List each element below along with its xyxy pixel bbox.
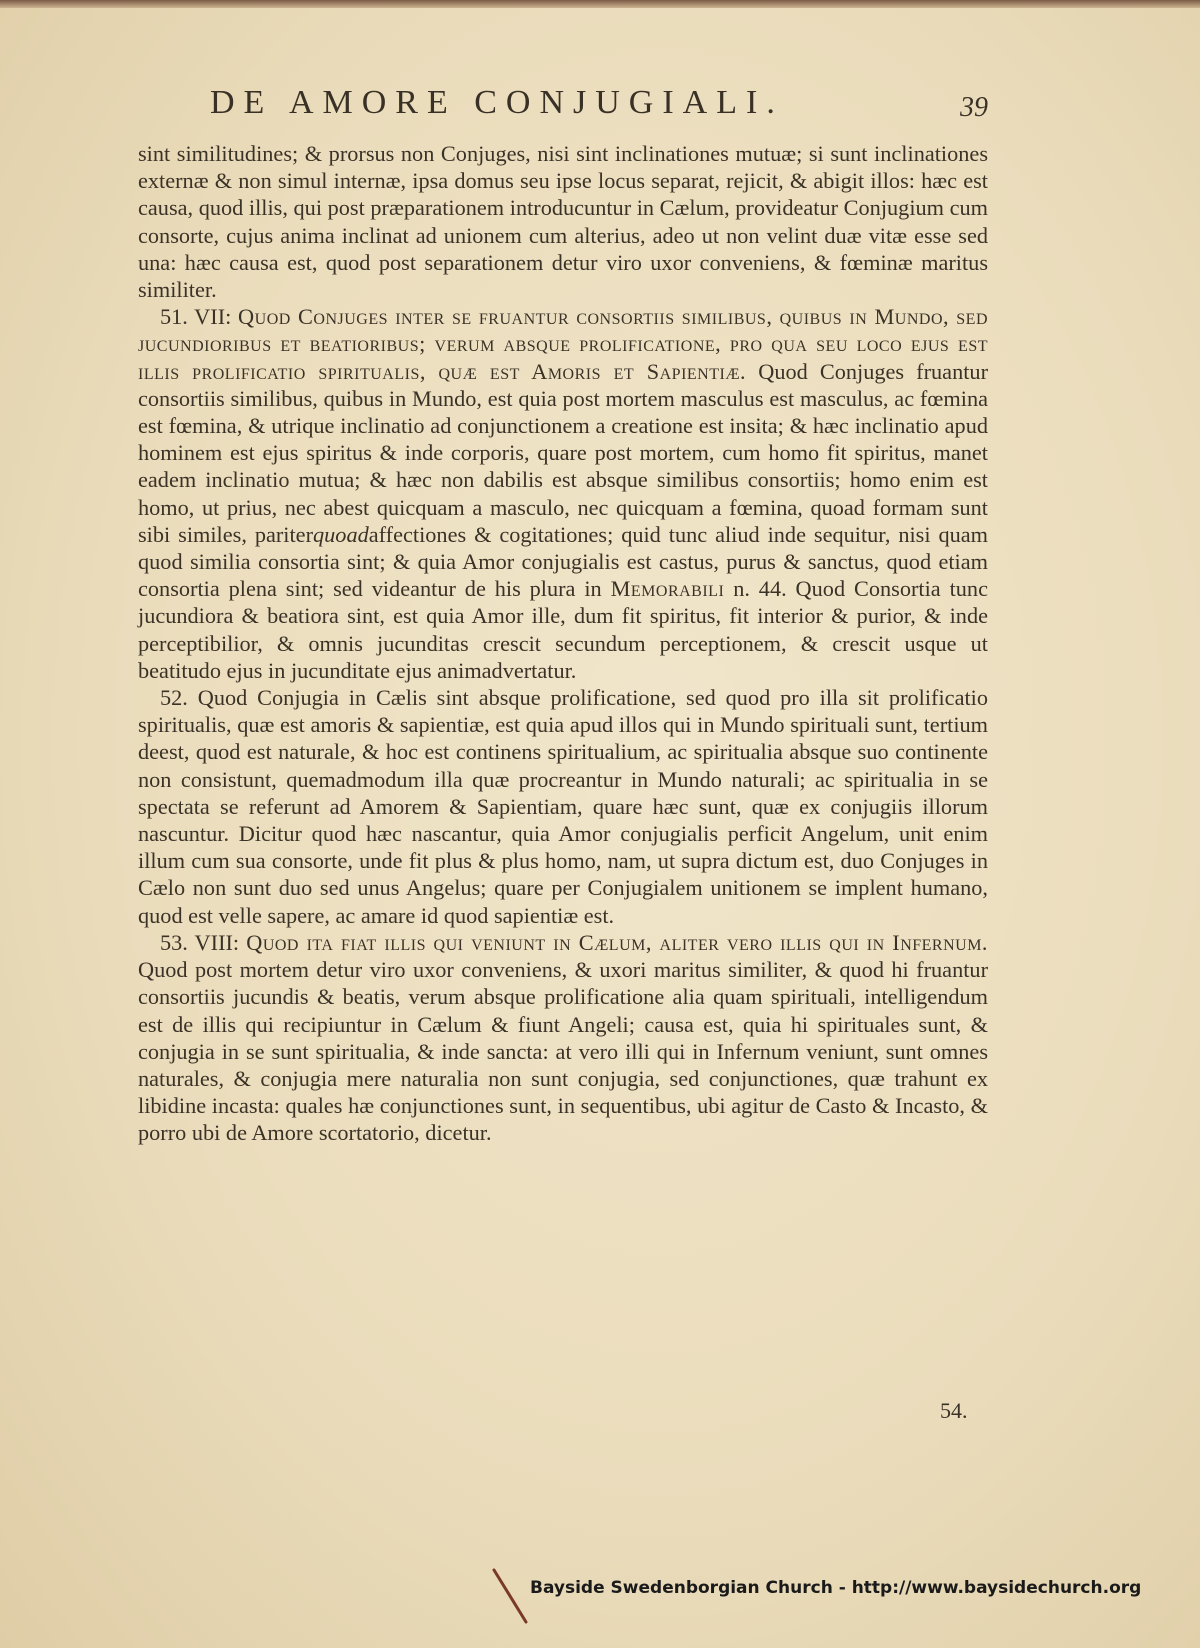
body-text	[138, 140, 988, 1147]
paragraph-53	[138, 929, 988, 1147]
paragraph-51	[138, 303, 988, 684]
paragraph-51-body-c: n. 44. Quod Consortia tunc jucundiora & beatiora sint, est quia Amor ille, dum fit spiritus, fit interior & purior, & inde perceptibilior, & omnis jucunditas crescit secundum perceptionem, & crescit usque ut beatitudo ejus in jucunditate ejus animadvertatur.	[138, 576, 988, 683]
paragraph-53-heading: Quod ita fiat illis qui veniunt in Cælum, aliter vero illis qui in Infernum.	[246, 929, 989, 955]
page-top-edge	[0, 0, 1200, 8]
running-head-title: DE AMORE CONJUGIALI.	[210, 84, 784, 121]
handwritten-insertion: quoad	[313, 521, 369, 547]
paragraph-continued: sint similitudines; & prorsus non Conjuges, nisi sint inclinationes mutuæ; si sunt inclinationes externæ & non simul internæ, ipsa domus seu ipse locus separat, rejicit, & abigit illos: hæc est causa, quod illis, qui post præparationem introducuntur in Cælum, provideatur Conjugium cum consorte, cujus anima inclinat ad unionem cum alterius, adeo ut non velint duæ vitæ esse sed una: hæc causa est, quod post separationem detur viro uxor conveniens, & fœminæ maritus similiter.	[138, 141, 988, 303]
page-number: 39	[960, 92, 988, 123]
paragraph-51-number: 51. VII:	[160, 304, 232, 330]
pen-stroke-icon	[490, 1566, 532, 1628]
paragraph-52: 52. Quod Conjugia in Cælis sint absque prolificatione, sed quod pro illa sit prolificatio spiritualis, quæ est amoris & sapientiæ, est quia apud illos qui in Mundo spirituali sunt, tertium deest, quod est naturale, & hoc est continens spiritualium, ac spiritualia absque suo continente non consistunt, quemadmodum illa quæ procreantur in Mundo naturali; ac spiritualia in se spectata se referunt ad Amorem & Sapientiam, quare hæc sunt, quæ ex conjugiis illorum nascuntur. Dicitur quod hæc nascantur, quia Amor conjugialis perficit Angelum, unit enim illum cum sua consorte, unde fit plus & plus homo, nam, ut supra dictum est, duo Conjuges in Cælo non sunt duo sed unus Angelus; quare per Conjugialem unitionem se implent humano, quod est velle sapere, ac amare id quod sapientiæ est.	[138, 685, 988, 928]
paragraph-51-heading: Quod Conjuges inter se fruantur consortiis similibus, quibus in Mundo, sed jucundioribus et beatioribus; verum absque prolificatione, pro qua seu loco ejus est illis prolificatio spiritualis, quæ est Amoris et Sapientiæ.	[138, 304, 988, 384]
catchword: 54.	[940, 1398, 968, 1423]
paragraph-53-number: 53. VIII:	[160, 929, 240, 955]
watermark-credit: Bayside Swedenborgian Church - http://www.baysidechurch.org	[530, 1578, 1142, 1598]
paragraph-51-body-a: Quod Conjuges fruantur consortiis similibus, quibus in Mundo, est quia post mortem masculus est masculus, ac fœmina est fœmina, & utrique inclinatio ad conjunctionem a creatione est insita; & hæc inclinatio apud hominem est ejus spiritus & inde corporis, quare post mortem, cum homo fit spiritus, manet eadem inclinatio mutua; & hæc non dabilis est absque similibus consortiis; homo enim est homo, ut prius, nec abest quicquam a masculo, nec quicquam a fœmina, quoad formam sunt sibi similes, pariter	[138, 358, 988, 547]
paragraph-51-body-b: affectiones & cogitationes; quid tunc aliud inde sequitur, nisi quam quod similia consortia sint; & quia Amor conjugialis est castus, purus & sanctus, quod etiam consortia plena sint; sed videantur de his plura in	[138, 521, 989, 602]
paragraph-53-body: Quod post mortem detur viro uxor conveniens, & uxori maritus similiter, & quod hi fruantur consortiis jucundis & beatis, verum absque prolificatione alia quam spirituali, intelligendum est de illis qui recipiuntur in Cælum & fiunt Angeli; causa est, quia hi spirituales sunt, & conjugia in se sunt spiritualia, & inde sancta: at vero illi qui in Infernum veniunt, sunt omnes naturales, & conjugia mere naturalia non sunt conjugia, sed conjunctiones, quæ trahunt ex libidine incasta: quales hæ conjunctiones sunt, in sequentibus, ubi agitur de Casto & Incasto, & porro ubi de Amore scortatorio, dicetur.	[138, 957, 988, 1146]
memorabili-reference: Memorabili	[610, 576, 725, 602]
